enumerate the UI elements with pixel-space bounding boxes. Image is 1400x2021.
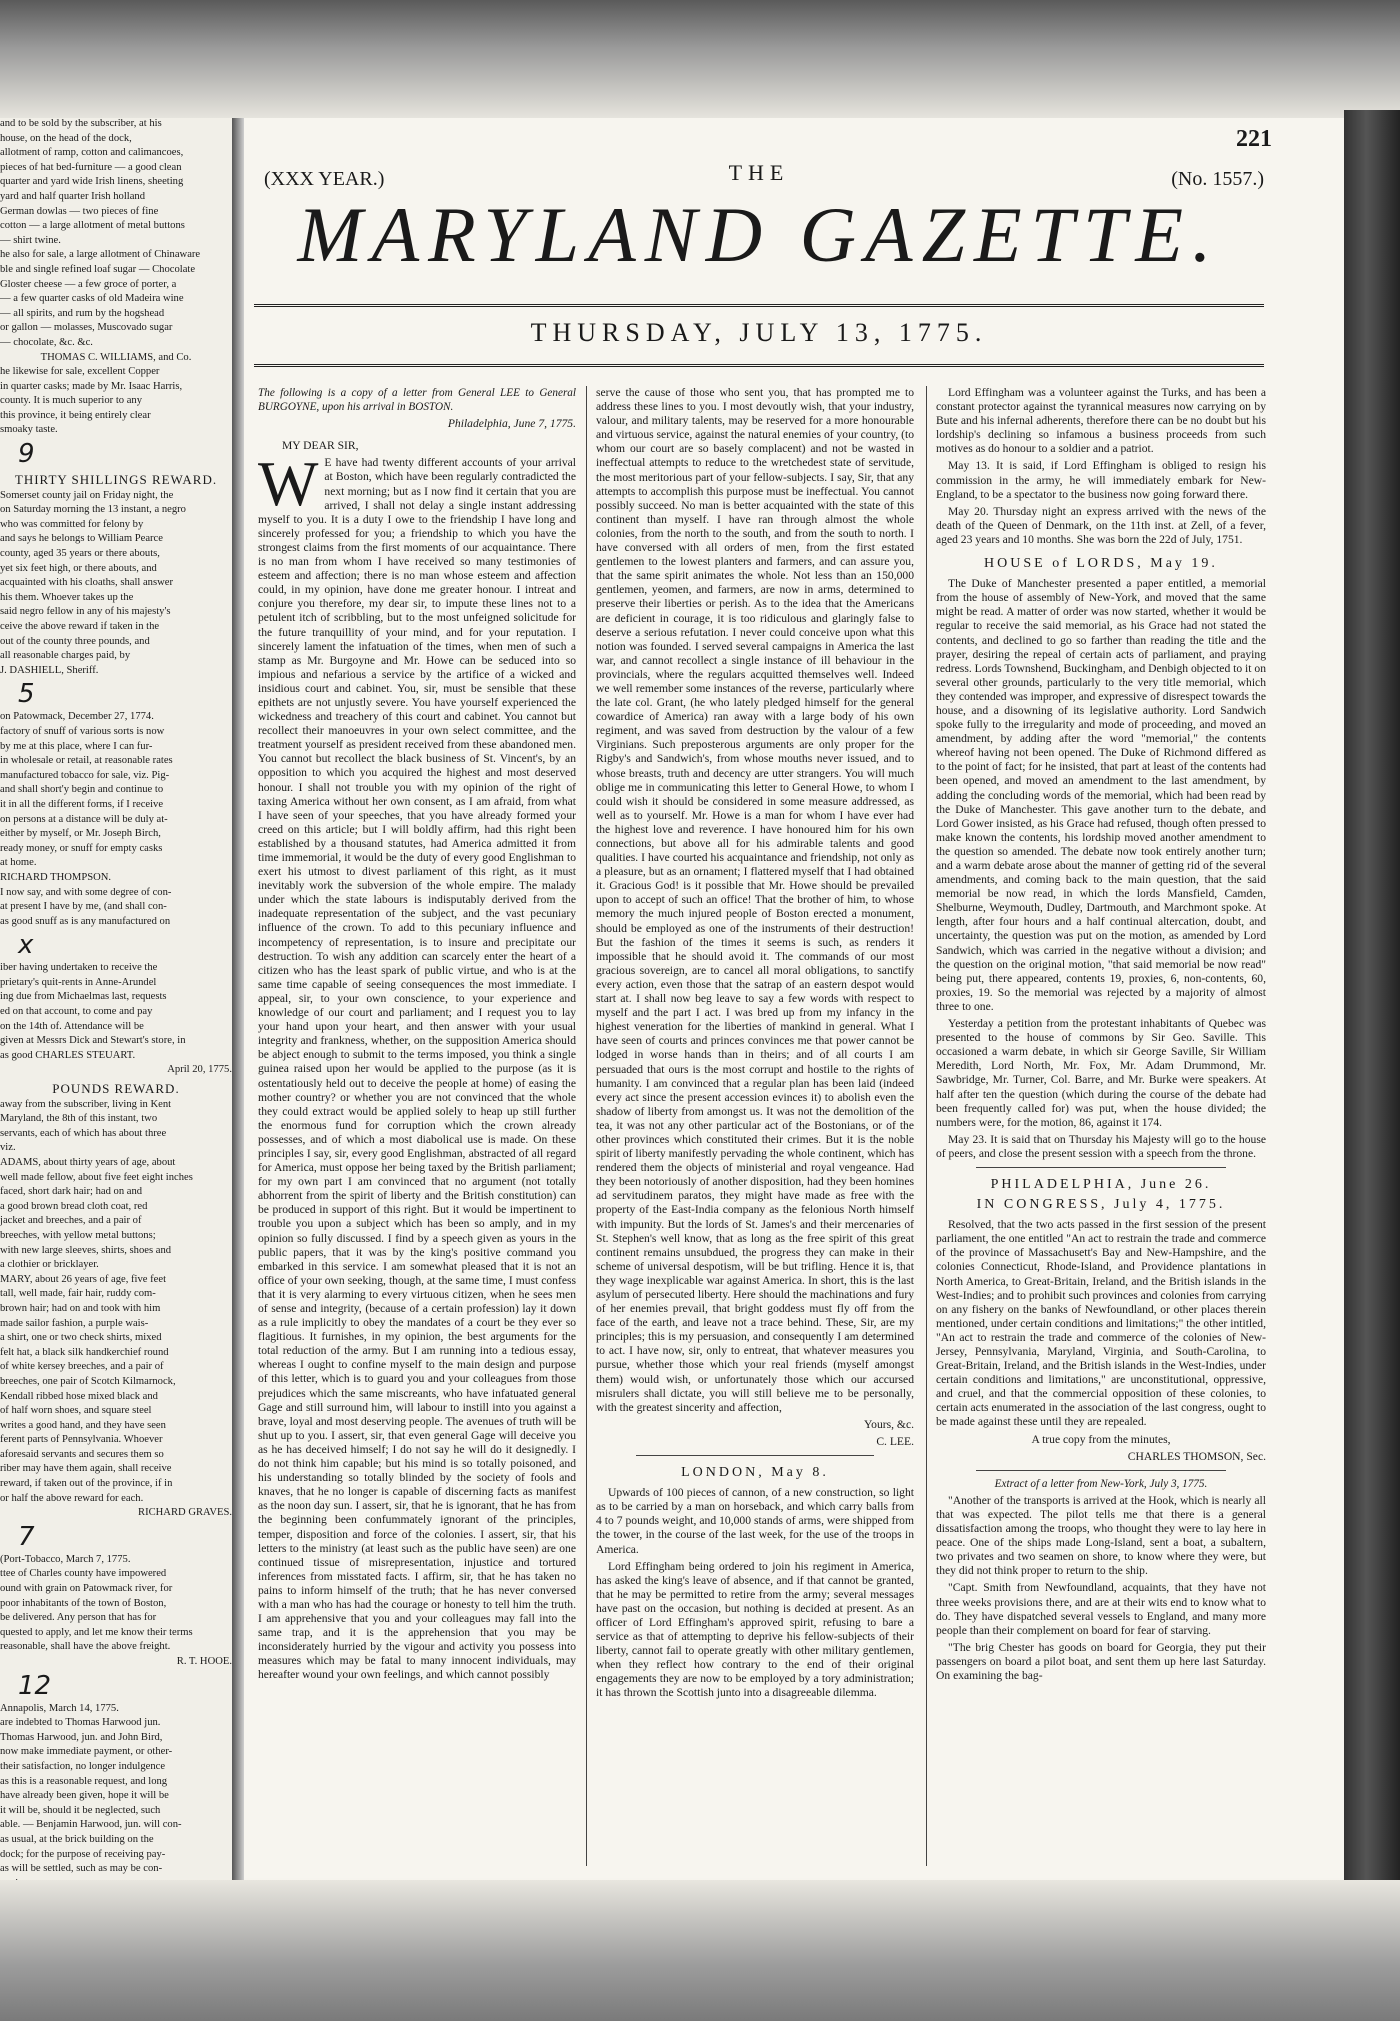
text-line: now make immediate payment, or other- — [0, 1746, 173, 1758]
extract-paragraphs — [936, 1494, 1266, 1683]
letter-intro: The following is a copy of a letter from General LEE to General BURGOYNE, upon his arrival in BOSTON. — [258, 387, 576, 414]
scan-shadow-top — [0, 0, 1400, 120]
left-sign-g: R. T. HOOE. — [176, 1656, 232, 1667]
text-line: I now say, and with some degree of con- — [0, 886, 172, 898]
column-2 — [596, 386, 914, 1704]
congress-resolution — [936, 1218, 1266, 1429]
text-line: all reasonable charges paid, by — [0, 650, 131, 662]
letter-body — [258, 448, 576, 1682]
text-line: ceive the above reward if taken in the — [0, 621, 160, 632]
text-line: at home. — [0, 857, 37, 869]
text-line: in wholesale or retail, at reasonable rates — [0, 755, 173, 767]
text-line: ble and single refined loaf sugar — Chocolate — [0, 263, 196, 275]
news-paragraph: "Capt. Smith from Newfoundland, acquaints, that they have not three weeks provisions there, and are at their wits end to know what to do. They have dispatched several vessels to England, and many more people than their complement on board for fear of starving. — [936, 1581, 1266, 1637]
london-news — [596, 1486, 914, 1700]
text-line: ttee of Charles county have impowered — [0, 1568, 167, 1580]
text-line: breeches, one pair of Scotch Kilmarnock, — [0, 1375, 176, 1387]
text-line: felt hat, a black silk handkerchief round — [0, 1346, 169, 1358]
column-divider — [586, 386, 587, 1866]
news-paragraph: May 20. Thursday night an express arrived with the news of the death of the Queen of Denmark, on the 11th inst. at Zell, of a fever, aged 23 years and 10 months. She was born the 22d of July, 1751. — [936, 504, 1266, 546]
text-line: county. It is much superior to any — [0, 395, 143, 407]
philadelphia-heading: PHILADELPHIA, June 26. — [990, 1176, 1212, 1192]
text-line: of white kersey breeches, and a pair of — [0, 1361, 164, 1373]
text-line: tall, well made, fair hair, ruddy com- — [0, 1288, 156, 1300]
text-line: quested to apply, and let me know their terms — [0, 1626, 193, 1638]
masthead-rule-top — [254, 304, 1264, 307]
news-paragraph: The Duke of Manchester presented a paper entitled, a memorial from the house of assembly of New-York, and moved that the same might be read. A matter of order was now started, whether it would be regular to receive the said memorial, as his Grace had not stated the contents, and declined to go so farther than reading the title and the prayer, desiring the repeal of certain acts of parliament, and praying redress. Lords Townshend, Buckingham, and Denbigh objected to it on several other grounds, particularly to the very title memorial, which they contended was improper, and expressive of disrespect towards the house, and a disowning of its legislative authority. Lord Sandwich spoke fully to the irregularity and mode of proceeding, and moved an amendment, by adding after the word "memorial," the contents whereof having not been opened. The Duke of Richmond differed as to the point of fact; for he insisted, that part at least of the contents had been opened, and moved an amendment to the last amendment, by adding the concluding words of the memorial, which had been read by the Duke of Manchester. This gave another turn to the debate, and Lord Gower insisted, as his Grace had refused, though often pressed to make known the contents, his lordship moved another amendment to the question so amended. The debate now took entirely another turn; and a warm debate arose about the manner of getting rid of the several amendments, and coming back to the main question, that the said memorial be now read, in which the lords Mansfield, Camden, Shelburne, Weymouth, Dudley, Dartmouth, and Marchmont spoke. At length, after four hours and a half continual altercation, doubt, and uncertainty, the question was put on the motion, as amended by Lord Sandwich, which was carried in the negative without a division; and the question on the original motion, "that said memorial be now read" being put, there appeared, contents 19, proxies, 6, non-contents, 60, proxies, 19. So the memorial was rejected by a majority of almost three to one. — [936, 577, 1266, 1013]
handwritten-mark: 12 — [18, 1670, 52, 1701]
text-line: quarter and yard wide Irish linens, sheeting — [0, 176, 184, 188]
text-line: made sailor fashion, a purple wais- — [0, 1317, 149, 1329]
handwritten-mark: 7 — [18, 1521, 35, 1552]
letter-salutation: MY DEAR SIR, — [282, 439, 359, 453]
text-line: viz. — [0, 1142, 16, 1154]
text-line: he likewise for sale, excellent Copper — [0, 366, 160, 378]
text-line: well made fellow, about five feet eight inches — [0, 1171, 193, 1183]
text-line: or gallon — molasses, Muscovado sugar — [0, 322, 173, 334]
extract-heading: Extract of a letter from New-York, July 3, 1775. — [994, 1477, 1208, 1490]
handwritten-mark: 5 — [18, 679, 35, 710]
left-lines-h — [0, 1703, 232, 1891]
text-line: manufactured tobacco for sale, viz. Pig- — [0, 769, 170, 781]
text-line: a shirt, one or two check shirts, mixed — [0, 1332, 162, 1344]
text-line: faced, short dark hair; had on and — [0, 1186, 143, 1198]
book-edge-right — [1344, 110, 1400, 1890]
text-line: given at Messrs Dick and Stewart's store, in — [0, 1035, 186, 1047]
text-line: Somerset county jail on Friday night, the — [0, 489, 174, 501]
left-lines-b — [0, 366, 232, 437]
text-line: Gloster cheese — a few groce of porter, a — [0, 278, 177, 290]
text-line: who was committed for felony by — [0, 518, 144, 530]
text-line: ound with grain on Patowmack river, for — [0, 1583, 173, 1595]
text-line: (Port-Tobacco, March 7, 1775. — [0, 1553, 131, 1565]
text-line: in quarter casks; made by Mr. Isaac Harris, — [0, 380, 183, 392]
text-line: Annapolis, March 14, 1775. — [0, 1702, 119, 1714]
text-line: as this is a reasonable request, and long — [0, 1775, 168, 1787]
book-gutter — [232, 118, 244, 1898]
text-line: Thomas Harwood, jun. and John Bird, — [0, 1731, 163, 1743]
adjacent-page-left — [0, 118, 234, 1898]
text-line: riber may have them again, shall receive — [0, 1463, 172, 1475]
letter-dateline: Philadelphia, June 7, 1775. — [447, 417, 576, 431]
news-paragraph: Upwards of 100 pieces of cannon, of a new construction, so light as to be carried by a man on horseback, and which carry balls from 4 to 7 pounds weight, and 10,000 stands of arms, were shipped from the tower, in the course of the last week, for the use of the troops in America. — [596, 1486, 914, 1556]
left-heading-reward-2: POUNDS REWARD. — [52, 1081, 180, 1097]
text-line: acquainted with his cloaths, shall answer — [0, 577, 173, 589]
handwritten-mark: 9 — [18, 439, 35, 470]
text-line: prietary's quit-rents in Anne-Arundel — [0, 976, 157, 988]
left-date-e: April 20, 1775. — [167, 1064, 232, 1076]
left-sign-f: RICHARD GRAVES. — [138, 1507, 232, 1519]
news-paragraph: Lord Effingham being ordered to join his regiment in America, has asked the king's leave of absence, and if that cannot be granted, that he may be permitted to retire from the army; several messages have past on the occasion, but nothing is decided at present. As an officer of Lord Effingham's approved spirit, refusing to bare a service as that of attempting to deprive his fellow-subjects of their liberty, cannot fail to operate greatly with other military gentlemen, when they reflect how contrary to the end of their original engagements they are now to be employed by a tory administration; it has thrown the Scottish junto into a disagreeable dilemma. — [596, 1559, 914, 1700]
text-line: on Patowmack, December 27, 1774. — [0, 711, 154, 723]
text-line: ing due from Michaelmas last, requests — [0, 991, 167, 1003]
text-line: and to be sold by the subscriber, at his — [0, 118, 162, 129]
masthead — [254, 126, 1272, 378]
drop-cap: W — [258, 448, 319, 520]
left-lines-g — [0, 1554, 232, 1654]
text-line: yard and half quarter Irish holland — [0, 190, 146, 202]
text-line: poor inhabitants of the town of Boston, — [0, 1597, 167, 1609]
text-line: a clothier or bricklayer. — [0, 1259, 99, 1271]
text-line: MARY, about 26 years of age, five feet — [0, 1273, 167, 1285]
text-line: have already been given, hope it will be — [0, 1790, 169, 1802]
issue-date: THURSDAY, JULY 13, 1775. — [530, 318, 988, 347]
news-paragraph: May 13. It is said, if Lord Effingham is obliged to resign his commission in the army, he will immediately embark for New-England, to be a spectator to the business now going forward there. — [936, 459, 1266, 501]
text-line: pieces of hat bed-furniture — a good clean — [0, 161, 182, 173]
news-paragraph: May 23. It is said that on Thursday his Majesty will go to the house of peers, and close the present session with a speech from the throne. — [936, 1132, 1266, 1160]
text-line: be delivered. Any person that has for — [0, 1612, 157, 1624]
text-line: — a few quarter casks of old Madeira wine — [0, 293, 184, 305]
text-line: on Saturday morning the 13 instant, a negro — [0, 504, 186, 516]
year-label: (XXX YEAR.) — [264, 168, 385, 190]
house-of-lords-heading: HOUSE of LORDS, May 19. — [984, 556, 1218, 572]
text-line: Kendall ribbed hose mixed black and — [0, 1390, 158, 1402]
left-lines-e — [0, 962, 232, 1062]
london-heading: LONDON, May 8. — [681, 1465, 829, 1481]
text-line: either by myself, or Mr. Joseph Birch, — [0, 828, 161, 840]
text-line: at present I have by me, (and shall con- — [0, 901, 167, 913]
text-line: ADAMS, about thirty years of age, about — [0, 1157, 176, 1168]
text-line: it will be, should it be neglected, such — [0, 1804, 161, 1816]
text-line: reasonable, shall have the above freight. — [0, 1641, 171, 1653]
handwritten-mark: x — [18, 930, 34, 961]
minutes-note: A true copy from the minutes, — [1031, 1432, 1171, 1446]
text-line: it in all the different forms, if I receive — [0, 798, 164, 810]
news-paragraph: "The brig Chester has goods on board for Georgia, they put their passengers on board a pilot boat, and sent them up here last Saturday. On examining the bag- — [936, 1640, 1266, 1682]
text-line: writes a good hand, and they have seen — [0, 1419, 166, 1431]
text-line: with new large sleeves, shirts, shoes and — [0, 1244, 172, 1256]
newspaper-page — [244, 118, 1344, 1878]
text-line: as usual, at the brick building on the — [0, 1833, 154, 1845]
text-line: this province, it being entirely clear — [0, 409, 151, 421]
congress-heading: IN CONGRESS, July 4, 1775. — [976, 1197, 1226, 1213]
text-line: said negro fellow in any of his majesty's — [0, 606, 171, 618]
text-line: breeches, with yellow metal buttons; — [0, 1229, 156, 1241]
text-line: reward, if taken out of the province, if in — [0, 1478, 173, 1490]
section-rule — [636, 1455, 874, 1456]
text-line: factory of snuff of various sorts is now — [0, 725, 165, 737]
text-line: county, aged 35 years or there abouts, — [0, 548, 160, 560]
text-line: he also for sale, a large allotment of Chinaware — [0, 249, 201, 261]
text-line: on the 14th of. Attendance will be — [0, 1020, 144, 1032]
column-divider — [926, 386, 927, 1866]
news-paragraphs — [936, 386, 1266, 547]
section-rule — [976, 1167, 1226, 1168]
text-line: out of the county three pounds, and — [0, 635, 150, 647]
column-3 — [936, 386, 1266, 1686]
text-line: — all spirits, and rum by the hogshead — [0, 307, 165, 319]
news-paragraph: Yesterday a petition from the protestant inhabitants of Quebec was presented to the house of commons by Sir Geo. Saville. This occasioned a warm debate, in which sir George Saville, Sir William Meredith, Lord North, Mr. Fox, Mr. Adam Drummond, Mr. Sawbridge, Mr. Turner, Col. Barre, and Mr. Burke were speakers. At half after ten the question (which during the course of the debate had been frequently called for) was put, when the house divided; the numbers were, for the motion, 86, against it 174. — [936, 1017, 1266, 1129]
news-paragraph: Resolved, that the two acts passed in the first session of the present parliament, the one entitled "An act to restrain the trade and commerce of the province of Massachusett's Bay and New-Hampshire, and the colonies Connecticut, Rhode-Island, and Providence plantations in North America, to Great-Britain, Ireland, and the British islands in the West-Indies; and to prohibit such provinces and colonies from carrying on any fishery on the banks of Newfoundland, or other places therein mentioned, under certain conditions and limitations;" the other intitled, "An act to restrain the trade and commerce of the colonies of New-Jersey, Pennsylvania, Maryland, Virginia, and South-Carolina, to Great-Britain, Ireland, and the British islands in the West-Indies, under certain conditions and limitations," are unconstitutional, oppressive, and cruel, and that the commercial opposition of these colonies, to certain acts enumerated in the association of the last congress, ought to be made against these until they are repealed. — [936, 1218, 1266, 1429]
text-line: as good snuff as is any manufactured on — [0, 915, 171, 927]
text-line: ferent parts of Pennsylvania. Whoever — [0, 1434, 163, 1446]
text-line: on persons at a distance will be duly at- — [0, 813, 168, 825]
left-lines-d — [0, 711, 232, 928]
text-line: RICHARD THOMPSON. — [0, 871, 112, 883]
text-line: J. DASHIELL, Sheriff. — [0, 664, 99, 676]
left-heading-reward-1: THIRTY SHILLINGS REWARD. — [14, 472, 218, 488]
text-line: house, on the head of the dock, — [0, 132, 132, 144]
left-sign-a: THOMAS C. WILLIAMS, and Co. — [40, 351, 192, 363]
text-line: are indebted to Thomas Harwood jun. — [0, 1717, 161, 1729]
masthead-rule-bottom — [254, 364, 1264, 367]
news-paragraph: "Another of the transports is arrived at the Hook, which is nearly all that was expected. The pilot tells me that there is a general dissatisfaction among the troops, who thought they were to lay here in peace. One of the ships made Long-Island, sent a boat, a subaltern, two privates and two seamen on shore, to know where they were, but they did not think proper to return to the ship. — [936, 1493, 1266, 1578]
text-line: cotton — a large allotment of metal buttons — [0, 220, 185, 232]
news-paragraph: Lord Effingham was a volunteer against the Turks, and has been a constant protector against the tyrannical measures now carrying on by Bute and his infernal adherents, therefore there can be no doubt but his lordship's declining so infamous a business proceeds from such motives as do honour to a soldier and a patriot. — [936, 386, 1266, 456]
text-line: as good CHARLES STEUART. — [0, 1049, 136, 1061]
text-line: by me at this place, where I can fur- — [0, 740, 153, 752]
text-line: ready money, or snuff for empty casks — [0, 842, 163, 854]
text-line: brown hair; had on and took with him — [0, 1302, 161, 1314]
text-line: servants, each of which has about three — [0, 1127, 167, 1139]
left-lines-a — [0, 118, 232, 350]
column-1 — [258, 386, 576, 1686]
text-line: — chocolate, &c. &c. — [0, 336, 93, 348]
page-number: 221 — [1236, 126, 1272, 152]
left-lines-c — [0, 490, 232, 678]
text-line: their satisfaction, no longer indulgence — [0, 1760, 166, 1772]
left-lines-f — [0, 1099, 232, 1506]
text-line: — shirt twine. — [0, 234, 61, 246]
text-line: as will be settled, such as may be con- — [0, 1863, 163, 1875]
secretary-signature: CHARLES THOMSON, Sec. — [1127, 1449, 1266, 1463]
text-line: able. — Benjamin Harwood, jun. will con- — [0, 1819, 182, 1831]
text-line: a good brown bread cloth coat, red — [0, 1200, 148, 1212]
issue-number: (No. 1557.) — [1171, 168, 1264, 190]
text-line: jacket and breeches, and a pair of — [0, 1215, 142, 1227]
text-line: dock; for the purpose of receiving pay- — [0, 1848, 166, 1860]
text-line: German dowlas — two pieces of fine — [0, 205, 159, 217]
letter-closing: Yours, &c. — [863, 1417, 914, 1431]
text-line: smoaky taste. — [0, 424, 58, 436]
section-rule — [976, 1470, 1226, 1471]
text-line: Maryland, the 8th of this instant, two — [0, 1113, 158, 1125]
text-line: and says he belongs to William Pearce — [0, 533, 163, 545]
text-line: yet six feet high, or there abouts, and — [0, 562, 157, 574]
scan-shadow-bottom — [0, 1880, 1400, 2021]
text-line: aforesaid servants and secures them so — [0, 1448, 164, 1460]
text-line: or half the above reward for each. — [0, 1492, 144, 1504]
text-line: ed on that account, to come and pay — [0, 1006, 153, 1018]
text-line: iber having undertaken to receive the — [0, 962, 158, 974]
text-line: away from the subscriber, living in Kent — [0, 1098, 172, 1110]
title-article: THE — [728, 160, 790, 185]
newspaper-title: MARYLAND GAZETTE. — [297, 191, 1221, 278]
letter-paragraph: serve the cause of those who sent you, that has prompted me to address these lines to you. I most devoutly wish, that your industry, valour, and military talents, may be reserved for a more honourable and virtuous service, against the natural enemies of your country, (to whom our court are so basely complacent) and not be wasted in ineffectual attempts to reduce to the wretchedest state of servitude, the most meritorious part of your fellow-subjects. I say, Sir, that any attempts to accomplish this purpose must be ineffectual. You cannot possibly succeed. No man is better acquainted with the state of this continent than myself. I have ran through almost the whole colonies, from the north to the south, and from the south to north. I have conversed with all orders of men, from the first estated gentlemen to the lowest planters and farmers, and can assure you, that the same spirit animates the whole. Not less than an 150,000 gentlemen, yeomen, and farmers, are now in arms, determined to preserve their liberties or perish. As to the idea that the Americans are deficient in courage, it is too ridiculous and glaringly false to deserve a serious refutation. I never could conceive upon what this notion was founded. I served several campaigns in America the last war, and cannot recollect a single instance of ill behaviour in the provincials, where the regulars acquitted themselves well. Indeed we well remember some instances of the reverse, particularly where the late col. Grant, (he who lately pledged himself for the general cowardice of America) ran away with a large body of his own regiment, and was saved from destruction by the valour of a few Virginians. Such preposterous arguments are only proper for the Rigby's and Sandwich's, from whose mouths never issued, and to whose breasts, truth and decency are utter strangers. You will much oblige me in communicating this letter to General Howe, to whom I could wish it should be considered in some measure addressed, as well as to yourself. Mr. Howe is a man for whom I have ever had the highest love and reverence. I have honoured him for his own connections, but above all for his admirable talents and good qualities. I have courted his acquaintance and friendship, not only as a pleasure, but as an ornament; I flattered myself that I had obtained it. Gracious God! is it possible that Mr. Howe should be prevailed upon to accept of such an office! That the brother of him, to whose memory the much injured people of Boston erected a monument, should be employed as one of the instruments of their destruction! But the fashion of the times it seems is such, as renders it impossible that he should avoid it. The commands of our most gracious sovereign, are to cancel all moral obligations, to sanctify every action, even those that the satrap of an eastern despot would start at. I shall now beg leave to say a few words with respect to myself and the part I act. I was bred up from my infancy in the highest veneration for the liberties of mankind in general. What I have seen of courts and princes convinces me that power cannot be lodged in worse hands than in theirs; and of all courts I am persuaded that ours is the most corrupt and hostile to the rights of humanity. I am convinced that a regular plan has been laid (indeed every act since the present accession evinces it) to abolish even the shadow of liberty from amongst us. It was not the demolition of the tea, it was not any other particular act of the Bostonians, or of the other provinces which constituted their crimes. But it is the noble spirit of liberty manifestly pervading the whole continent, which has rendered them the objects of ministerial and royal vengeance. Had they been notoriously of another disposition, had they been homines ad servitudinem paratos, they might have made as free with the property of the East-India company as the felonious North himself with impunity. But the lords of St. James's and their mercenaries of St. Stephen's well know, that as long as the free spirit of this great continent remains unsubdued, the progress they can make in their scheme of universal despotism, will be but trifling. Hence it is, that they wage inexplicable war against America. In short, this is the last asylum of persecuted liberty. Here should the machinations and fury of her enemies prevail, that bright goddess must fly off from the face of the earth, and leave not a trace behind. These, Sir, are my principles; this is my persuasion, and consequently I am determined to act. I have now, sir, only to entreat, that whatever measures you pursue, whether those which your real friends (myself amongst them) would wish, or unfortunately those which our accursed misrulers shall dictate, you will still believe me to be personally, with the greatest sincerity and affection, — [596, 386, 914, 1414]
text-line: his them. Whoever takes up the — [0, 591, 134, 603]
letter-signature: C. LEE. — [876, 1434, 914, 1448]
letter-paragraph: E have had twenty different accounts of your arrival at Boston, which have been regularly contradicted the next morning; but as I now find it certain that you are arrived, I shall not delay a single instant addressing myself to you. It is a duty I owe to the friendship I have long and sincerely professed for you; a friendship to which you have the strongest claims from the first moments of our acquaintance. There is no man from whom I have received so many testimonies of esteem and affection; there is no man whose esteem and affection could, in my opinion, have done me greater honour. I intreat and conjure you therefore, my dear sir, to impute these lines not to a petulent itch of scribbling, but to the most unfeigned solicitude for the future tranquillity of your mind, and for your reputation. I sincerely lament the infatuation of the times, when men of such a stamp as Mr. Burgoyne and Mr. Howe can be seduced into so impious and nefarious a service by the artifice of a wicked and insidious court and cabinet. You, sir, must be sensible that these epithets are not unjustly severe. You have yourself experienced the wickedness and treachery of this court and cabinet. You cannot but recollect their manoeuvres in your own select committee, and the treatment yourself as president received from these abandoned men. You cannot but recollect the black business of St. Vincent's, by an opposition to which you acquired the highest and most deserved honour. I shall not trouble you with my opinion of the right of taxing America without her own consent, as I am afraid, from what I have seen of your speeches, that you have already formed your creed on this article; but I will boldly affirm, had this right been established by a thousand statutes, had America admitted it from time immemorial, it would be the duty of every good Englishman to exert his utmost to divest parliament of this right, as it must inevitably work the subversion of the whole empire. The malady under which the state labours is indisputably derived from the inadequate representation of the subject, and the vast pecuniary influence of the crown. To add to this pecuniary influence and incompetency of representation, is to insure and precipitate our destruction. To wish any addition can scarcely enter the heart of a citizen who has the least spark of public virtue, and who is at the same time capable of seeing consequences the most immediate. I appeal, sir, to your own conscience, to your experience and knowledge of our court and parliament; and I request you to lay your hand upon your heart, and then answer with your usual integrity and frankness, whether, on the supposition America should be abject enough to submit to the terms imposed, you think a single guinea raised upon her would be applied to the purpose (as it is ostentatiously held out to deceive the people at home) of easing the mother country? or whether you are not convinced that the whole they could extract would be applied solely to heap up still further the enormous fund for corruption which the crown already possesses, and of which a most diabolical use is made. On these principles I say, sir, every good Englishman, abstracted of all regard for America, must oppose her being taxed by the British parliament; for my own part I am convinced that no argument (not totally abhorrent from the spirit of liberty and the British constitution) can be produced in support of this right. But it would be impertinent to trouble you upon a subject which has been so amply, and in my opinion so fully discussed. I find by a speech given as yours in the public papers, that it was by the king's positive command you embarked in this service. I am somewhat pleased that it is not an office of your own seeking, though, at the same time, I must confess that it is very alarming to every virtuous citizen, when he sees men of sense and integrity, (because of a certain profession) lay it down as a rule implicitly to obey the mandates of a court be they ever so flagitious. It furnishes, in my opinion, the best arguments for the total reduction of the army. But I am running into a tedious essay, whereas I ought to confine myself to the main design and purpose of this letter, which is to guard you and your colleagues from those prejudices which the same miscreants, who have infatuated general Gage and still surround him, will labour to instill into you against a brave, loyal and most deserving people. The avenues of truth will be shut up to you. I assert, sir, that even general Gage will deceive you as he has deceived himself; I do not say he will do it designedly. I do not think him capable; but his mind is so totally poisoned, and his understanding so totally blinded by the society of fools and knaves, that he no longer is capable of discerning facts as manifest as the noon day sun. I assert, sir, that he is ignorant, that he has from the beginning been confummately ignorant of the principles, temper, disposition and force of the colonies. I assert, sir, that his letters to the ministry (at least such as the public have seen) are one continued tissue of misrepresentation, injustice and tortured inferences from misstated facts. I affirm, sir, that he has taken no pains to inform himself of the truth; that he has never conversed with a man who has had the courage or honesty to tell him the truth. I am apprehensive that you and your colleagues may fall into the same trap, and it is the apprehension that you may be inconsiderately hurried by the vigour and activity you possess into measures which may be fatal to many innocent individuals, may hereafter wound your own feelings, and which cannot possibly — [258, 456, 576, 1682]
lords-news — [936, 577, 1266, 1161]
text-line: allotment of ramp, cotton and calimancoes, — [0, 147, 184, 159]
text-line: and shall short'y begin and continue to — [0, 784, 164, 796]
text-line: of half worn shoes, and square steel — [0, 1405, 152, 1417]
